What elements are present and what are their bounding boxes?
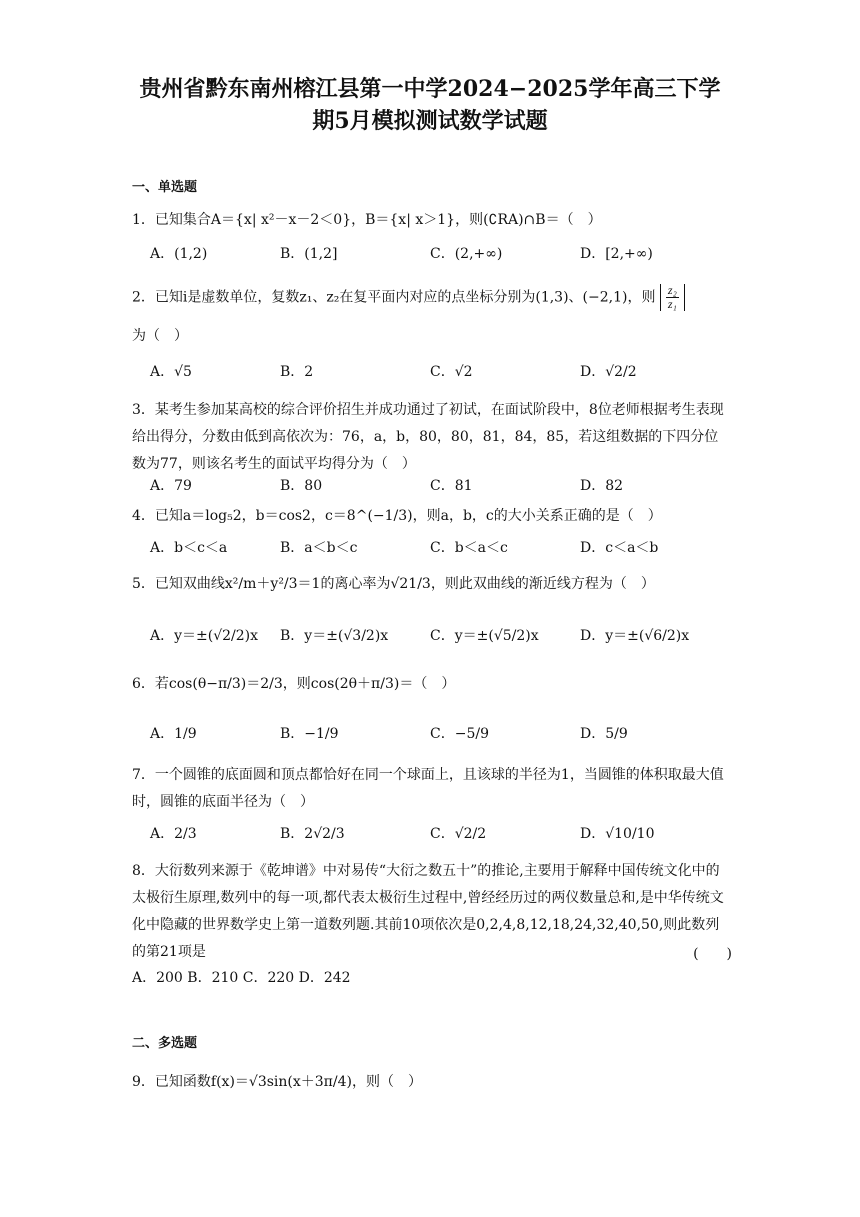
question-5-options [150, 618, 750, 652]
question-8-answer-blank: ( ) [693, 946, 732, 962]
question-6: 6．若cos(θ−π/3)＝2/3，则cos(2θ＋π/3)＝（ ） [132, 676, 456, 692]
title-line-2: 期5月模拟测试数学试题 [312, 108, 548, 134]
q2-option-c: C．√2 [430, 364, 473, 380]
q1-option-c: C．(2,+∞) [430, 246, 503, 262]
q3-option-a: A．79 [150, 478, 192, 494]
question-1 [132, 210, 732, 230]
question-2-text: 2．已知i是虚数单位，复数z₁、z₂在复平面内对应的点坐标分别为(1,3)、(−2,1)，则 [132, 289, 656, 306]
q3-option-d: D．82 [580, 478, 624, 494]
question-5: 5．已知双曲线x²/m＋y²/3＝1的离心率为√21/3，则此双曲线的渐近线方程为（ ） [132, 576, 655, 592]
q3-option-b: B．80 [280, 478, 323, 494]
q6-option-d: D．5/9 [580, 726, 628, 742]
question-7: 7．一个圆锥的底面圆和顶点都恰好在同一个球面上，且该球的半径为1，当圆锥的体积取最大值时，圆锥的底面半径为（ ） [132, 767, 724, 810]
q5-option-d: D．y＝±(√6/2)x [580, 628, 690, 644]
question-2-tail: 为（ ） [132, 328, 188, 344]
question-3: 3．某考生参加某高校的综合评价招生并成功通过了初试，在面试阶段中，8位老师根据考生表现给出得分，分数由低到高依次为：76，a，b，80，80，81，84，85，若这组数据的下四分位数为77，则该名考生的面试平均得分为（ ） [132, 402, 724, 472]
question-2-options [150, 354, 750, 388]
question-4: 4．已知a＝log₅2，b＝cos2，c＝8^(−1/3)，则a，b，c的大小关系正确的是（ ） [132, 508, 662, 524]
q1-option-a: A．(1,2) [150, 246, 208, 262]
q4-option-d: D．c＜a＜b [580, 540, 659, 556]
q4-option-a: A．b＜c＜a [150, 540, 228, 556]
q4-option-b: B．a＜b＜c [280, 540, 358, 556]
q1-option-b: B．(1,2] [280, 246, 338, 262]
question-7-options [150, 816, 750, 850]
q7-option-a: A．2/3 [150, 826, 197, 842]
question-6-options [150, 716, 750, 750]
q5-option-b: B．y＝±(√3/2)x [280, 628, 389, 644]
q7-option-d: D．√10/10 [580, 826, 655, 842]
question-4-options [150, 530, 750, 564]
question-1-options [150, 236, 750, 270]
question-2 [132, 284, 732, 311]
q2-option-b: B．2 [280, 364, 314, 380]
q5-option-c: C．y＝±(√5/2)x [430, 628, 539, 644]
question-3-options [150, 468, 750, 502]
q7-option-c: C．√2/2 [430, 826, 487, 842]
q7-option-b: B．2√2/3 [280, 826, 345, 842]
title-line-1: 贵州省黔东南州榕江县第一中学2024−2025学年高三下学 [139, 76, 721, 102]
section-single-choice: 一、单选题 [132, 180, 198, 195]
question-9: 9．已知函数f(x)＝√3sin(x＋3π/4)，则（ ） [132, 1074, 422, 1090]
question-8: 8．大衍数列来源于《乾坤谱》中对易传“大衍之数五十”的推论,主要用于解释中国传统文化中的太极衍生原理,数列中的每一项,都代表太极衍生过程中,曾经经历过的两仪数量总和,是中华传统文化中隐藏的世界数学史上第一道数列题.其前10项依次是0,2,4,8,12,18,24,32,40,50,则此数列的第21项是 [132, 863, 724, 960]
q6-option-b: B．−1/9 [280, 726, 339, 742]
q2-option-a: A．√5 [150, 364, 192, 380]
q2-option-d: D．√2/2 [580, 364, 637, 380]
q1-option-d: D．[2,+∞) [580, 246, 653, 262]
question-8-options: A．200 B．210 C．220 D．242 [132, 970, 351, 986]
q4-option-c: C．b＜a＜c [430, 540, 508, 556]
q2-abs-fraction: $\frac{\text{z₂}}{\text{z₁}}$ [660, 284, 685, 311]
q3-option-c: C．81 [430, 478, 473, 494]
q6-option-a: A．1/9 [150, 726, 197, 742]
q5-option-a: A．y＝±(√2/2)x [150, 628, 259, 644]
q6-option-c: C．−5/9 [430, 726, 489, 742]
question-1-text: 1．已知集合A＝{x| x²－x－2＜0}，B＝{x| x＞1}，则(∁RA)∩B＝（ ） [132, 212, 602, 228]
section-multiple-choice: 二、多选题 [132, 1036, 198, 1051]
